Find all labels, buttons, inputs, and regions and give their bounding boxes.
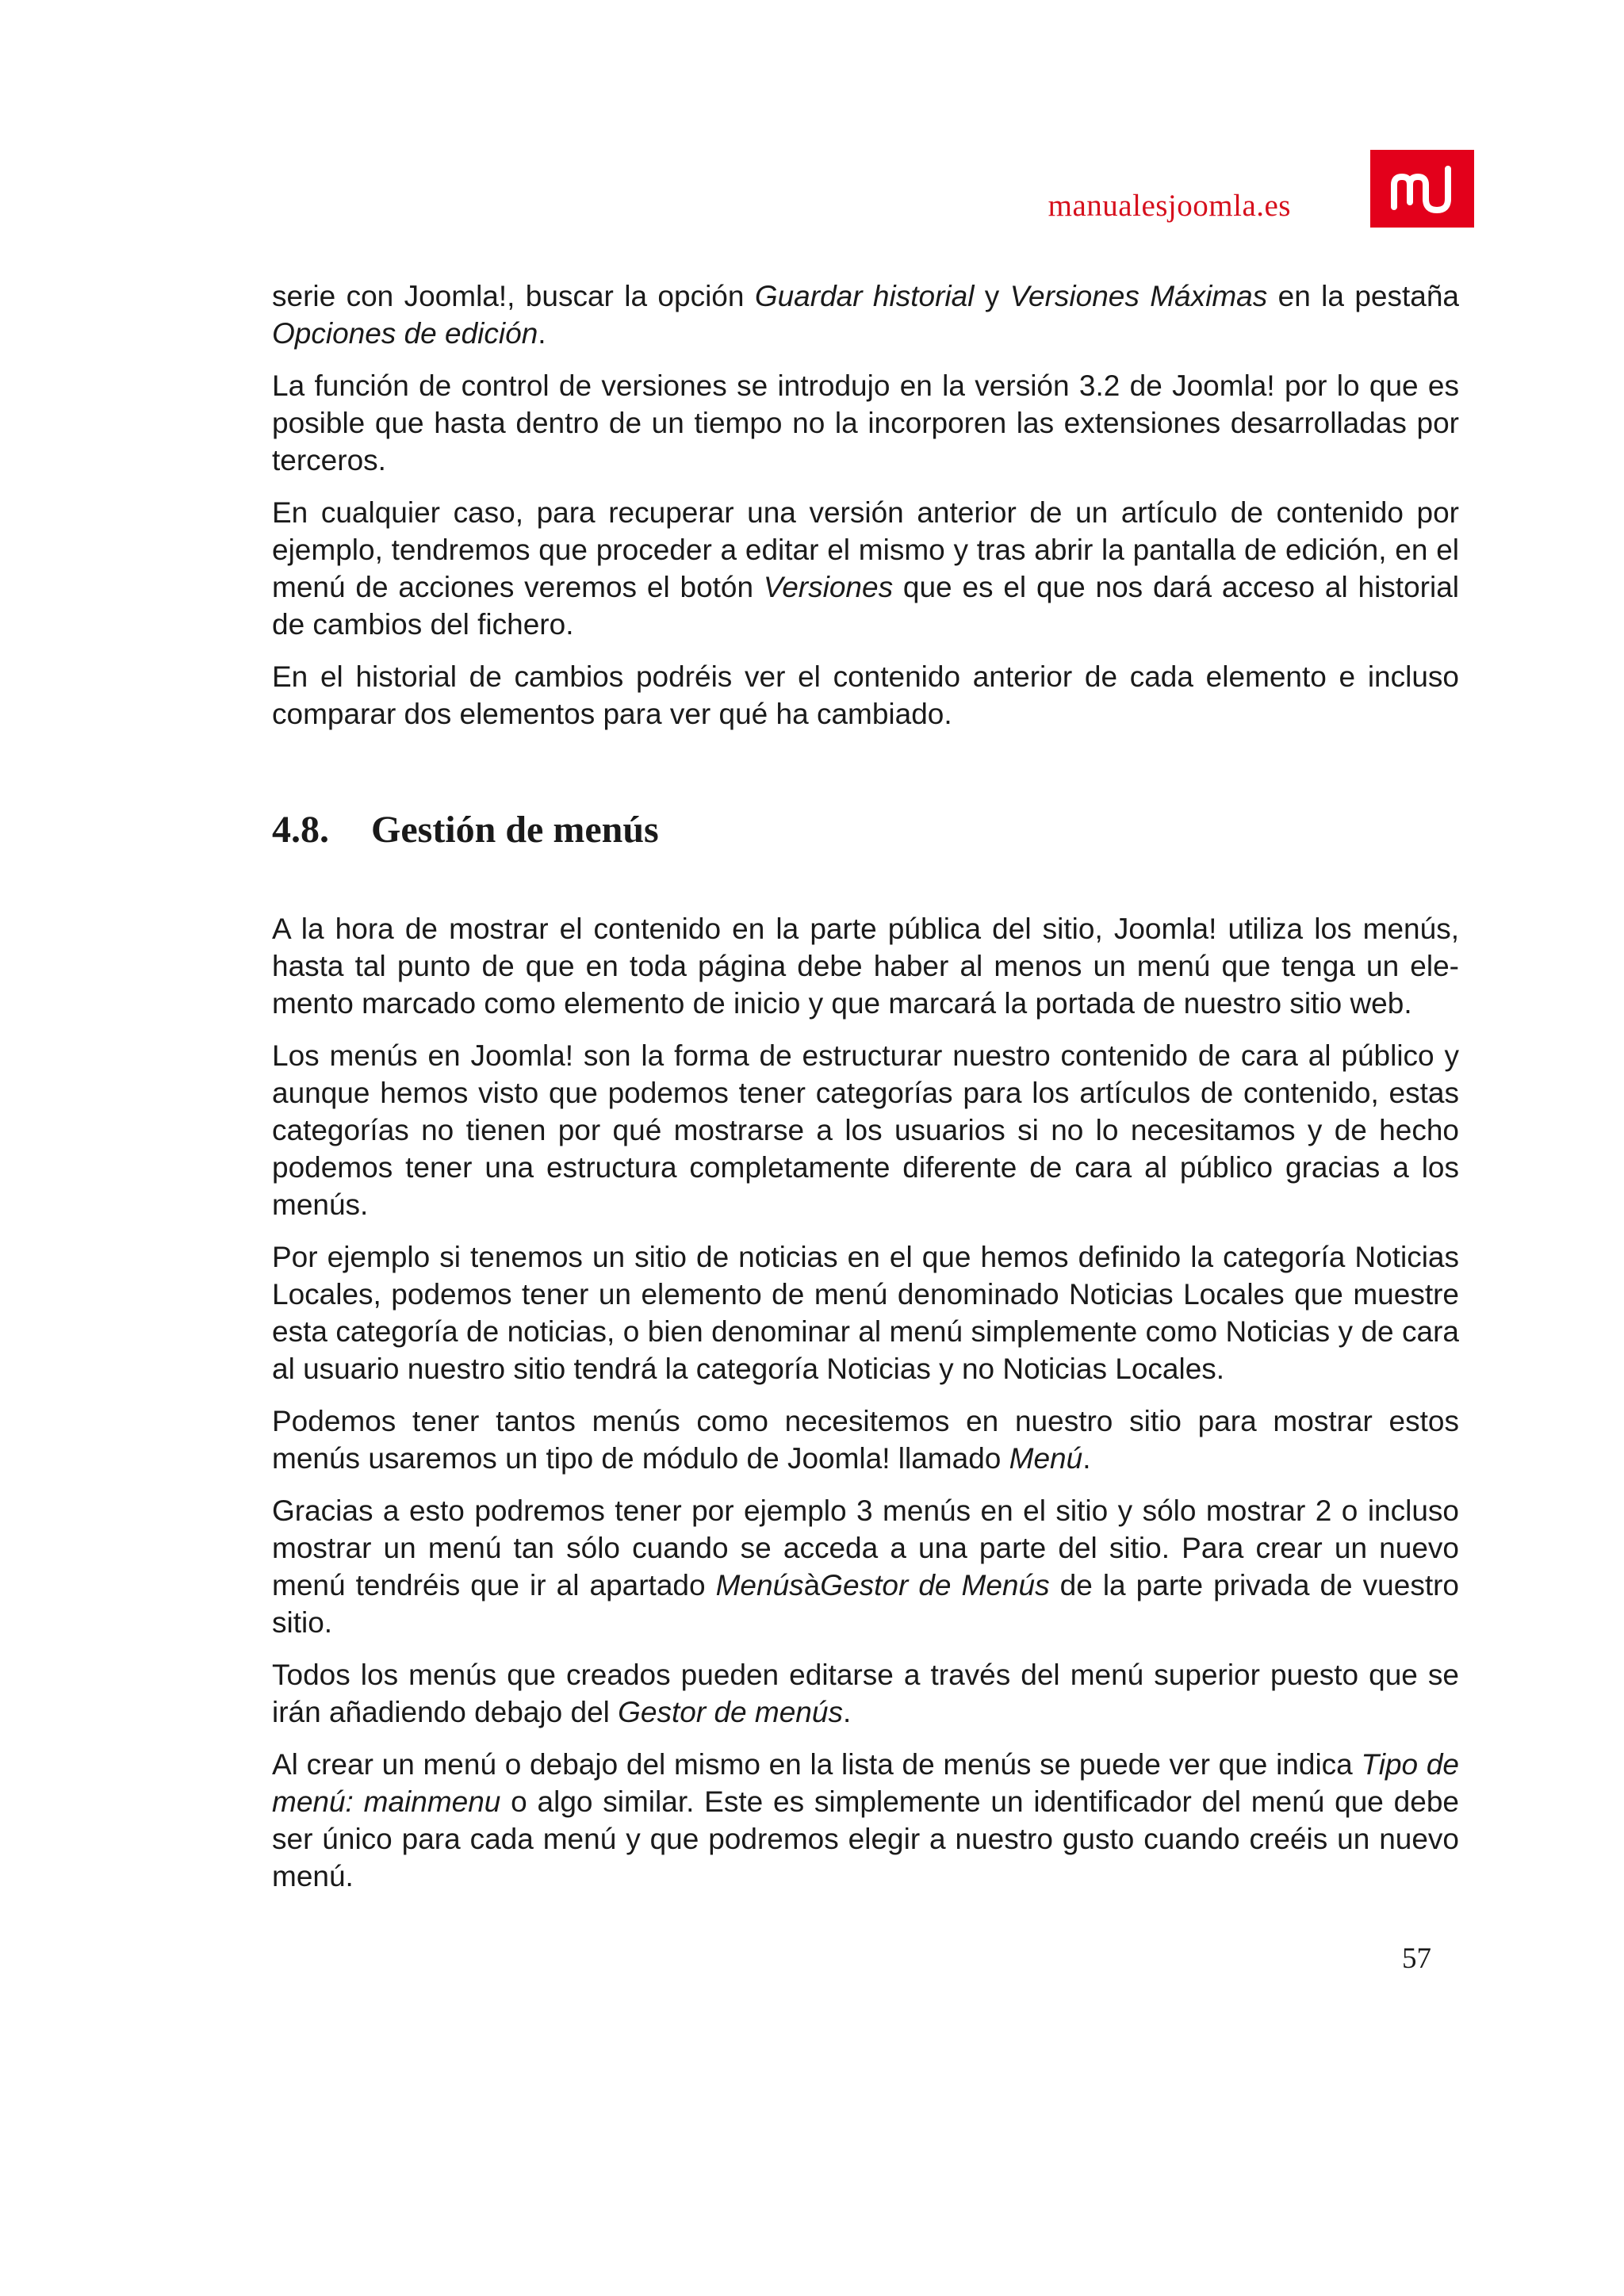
- paragraphs-before: [272, 277, 1459, 733]
- italic-text: Gestor de menús: [618, 1696, 843, 1728]
- body-paragraph: [272, 910, 1459, 1022]
- text-run: de la parte privada de vuestro sitio.: [272, 1569, 1459, 1639]
- italic-text: Menú: [1009, 1442, 1083, 1475]
- text-run: En cualquier caso, para recuperar una versión anterior de un artículo de contenido por ejemplo, tendremos que proceder a editar el mismo y tras abrir la pantalla de edición, en el menú de acciones veremos el botón: [272, 496, 1459, 603]
- text-run: .: [538, 317, 546, 350]
- italic-text: Versiones Máximas: [1009, 280, 1268, 312]
- page-number: 57: [1402, 1942, 1431, 1975]
- italic-text: Gestor de Menús: [820, 1569, 1050, 1601]
- text-run: Gracias a esto podremos tener por ejemplo 3 menús en el sitio y sólo mostrar 2 o incluso mostrar un menú tan sólo cuando se acceda a una parte del sitio. Para crear un nuevo menú tendréis que ir al apartado: [272, 1494, 1459, 1601]
- text-run: A la hora de mostrar el contenido en la parte pública del sitio, Joomla! utiliza los menús, hasta tal punto de que en toda página debe haber al menos un menú que tenga un elemento marcado como elemento de inicio y que marcará la portada de nuestro sitio web.: [272, 913, 1459, 1020]
- page-content: [272, 277, 1459, 1910]
- italic-text: Guardar historial: [754, 280, 975, 312]
- body-paragraph: [272, 367, 1459, 479]
- italic-text: Menús: [715, 1569, 804, 1601]
- text-run: que es el que nos dará acceso al historial de cambios del fichero.: [272, 571, 1459, 641]
- italic-text: Versiones: [763, 571, 894, 603]
- body-paragraph: [272, 658, 1459, 733]
- text-run: Podemos tener tantos menús como necesitemos en nuestro sitio para mostrar estos menús usaremos un tipo de módulo de Joomla! llamado: [272, 1405, 1459, 1475]
- section-title: Gestión de menús: [371, 809, 659, 851]
- text-run: serie con Joomla!, buscar la opción: [272, 280, 755, 312]
- text-run: Por ejemplo si tenemos un sitio de noticias en el que hemos definido la categoría Noticias Locales, podemos tener un elemento de menú denominado Noticias Locales que muestre esta categoría de noticias, o bien denominar al menú simplemente como Noticias y de cara al usuario nuestro sitio tendrá la categoría Noticias y no Noticias Locales.: [272, 1241, 1459, 1385]
- body-paragraph: [272, 1492, 1459, 1641]
- body-paragraph: [272, 1656, 1459, 1731]
- text-run: En el historial de cambios podréis ver el contenido anterior de cada elemento e incluso comparar dos elementos para ver qué ha cambiado.: [272, 660, 1459, 730]
- body-paragraph: [272, 1037, 1459, 1223]
- text-run: .: [842, 1696, 852, 1728]
- site-name: manualesjoomla.es: [1048, 189, 1291, 223]
- section-heading: [272, 808, 1459, 852]
- italic-text: Opciones de edición: [272, 317, 538, 350]
- text-run: .: [1082, 1442, 1091, 1475]
- body-paragraph: [272, 494, 1459, 643]
- text-run: y: [974, 280, 1010, 312]
- body-paragraph: [272, 1746, 1459, 1895]
- body-paragraph: [272, 1402, 1459, 1477]
- text-run: La función de control de versiones se introdujo en la versión 3.2 de Joomla! por lo que es posible que hasta dentro de un tiempo no la incorporen las extensiones desarrolladas por terceros.: [272, 369, 1459, 476]
- body-paragraph: [272, 1238, 1459, 1387]
- section-number: 4.8.: [272, 809, 329, 851]
- text-run: Al crear un menú o debajo del mismo en la lista de menús se puede ver que indica: [272, 1748, 1362, 1781]
- text-run: Los menús en Joomla! son la forma de estructurar nuestro contenido de cara al público y aunque hemos visto que podemos tener categorías para los artículos de contenido, estas categorías no tienen por qué mostrarse a los usuarios si no lo necesitamos y de hecho podemos tener una estructura completamente diferente de cara al público gracias a los menús.: [272, 1039, 1459, 1221]
- mj-logo-icon: [1370, 150, 1474, 228]
- paragraphs-after: [272, 910, 1459, 1895]
- text-run: à: [803, 1569, 821, 1601]
- text-run: o algo similar. Este es simplemente un identificador del menú que debe ser único para cada menú y que podremos elegir a nuestro gusto cuando creéis un nuevo menú.: [272, 1785, 1459, 1892]
- italic-text: Tipo de menú: mainmenu: [272, 1748, 1459, 1818]
- text-run: en la pestaña: [1267, 280, 1459, 312]
- body-paragraph: [272, 277, 1459, 352]
- text-run: Todos los menús que creados pueden editarse a través del menú superior puesto que se irán añadiendo debajo del: [272, 1659, 1459, 1728]
